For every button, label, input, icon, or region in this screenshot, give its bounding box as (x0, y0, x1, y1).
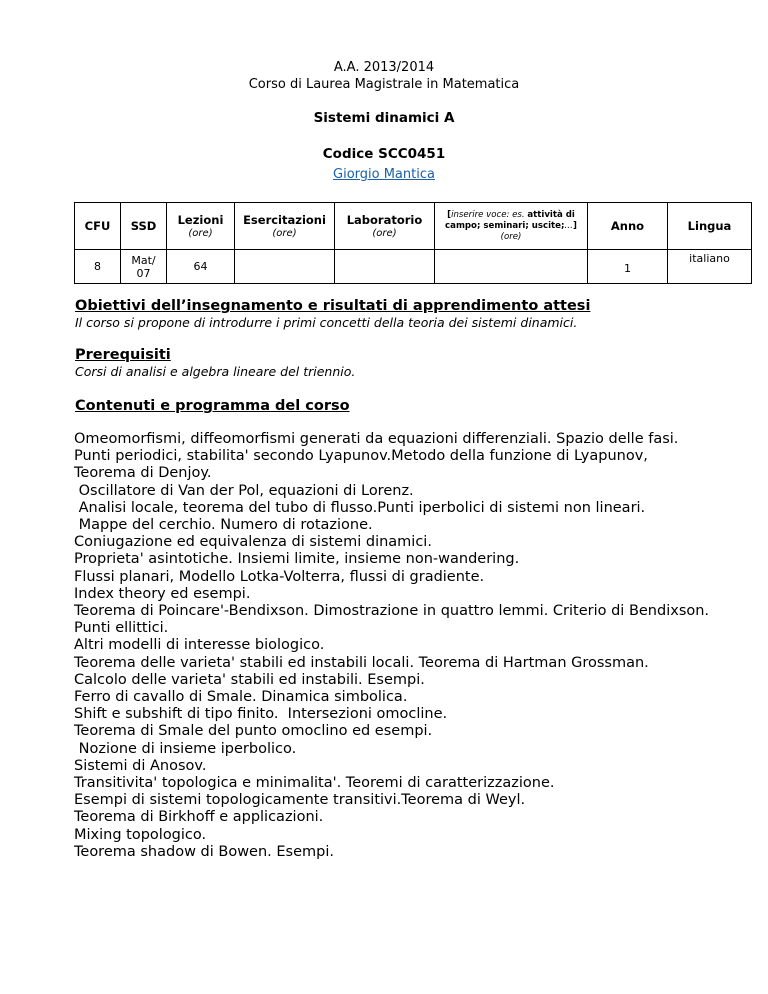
course-info-table (74, 202, 752, 284)
program-text: Omeomorfismi, diffeomorfismi generati da equazioni differenziali. Spazio delle fasi. Punti periodici, stabilita' secondo Lyapunov.Metodo della funzione di Lyapunov, Teorema di Denjoy. Oscillatore di Van der Pol, equazioni di Lorenz. Analisi locale, teorema del tubo di flusso.Punti iperbolici di sistemi non lineari. Mappe del cerchio. Numero di rotazione. Coniugazione ed equivalenza di sistemi dinamici. Proprieta' asintotiche. Insiemi limite, insieme non-wandering. Flussi planari, Modello Lotka-Volterra, flussi di gradiente. Index theory ed esempi. Teorema di Poincare'-Bendixson. Dimostrazione in quattro lemmi. Criterio di Bendixson. Punti ellittici. Altri modelli di interesse biologico. Teorema delle varieta' stabili ed instabili locali. Teorema di Hartman Grossman. Calcolo delle varieta' stabili ed instabili. Esempi. Ferro di cavallo di Smale. Dinamica simbolica. Shift e subshift di tipo finito. Intersezioni omocline. Teorema di Smale del punto omoclino ed esempi. Nozione di insieme iperbolico. Sistemi di Anosov. Transitivita' topologica e minimalita'. Teoremi di caratterizzazione. Esempi di sistemi topologicamente transitivi.Teorema di Weyl. Teorema di Birkhoff e applicazioni. Mixing topologico. Teorema shadow di Bowen. Esempi. (74, 431, 710, 860)
header-cfu: CFU (75, 203, 121, 250)
contents-title: Contenuti e programma del corso (75, 398, 350, 414)
table-header-row (75, 203, 752, 250)
header-lingua: Lingua (668, 203, 752, 250)
header-anno: Anno (588, 203, 668, 250)
prerequisites-section (75, 346, 755, 380)
value-lezioni: 64 (167, 250, 235, 284)
header-other-activities: [inserire voce: es. attività di campo; seminari; uscite;…] (ore) (435, 203, 588, 250)
course-code: Codice SCC0451 (322, 146, 446, 162)
objectives-text: Il corso si propone di introdurre i primi concetti della teoria dei sistemi dinamici. (75, 315, 578, 330)
teacher-line (0, 167, 768, 182)
header-ssd: SSD (121, 203, 167, 250)
value-ssd: Mat/ 07 (121, 250, 167, 284)
value-lingua: italiano (668, 250, 752, 284)
header-laboratorio: Laboratorio (ore) (335, 203, 435, 250)
objectives-section (75, 297, 755, 331)
contents-section (75, 397, 755, 415)
header-esercitazioni: Esercitazioni (ore) (235, 203, 335, 250)
value-anno: 1 (588, 250, 668, 284)
prerequisites-text: Corsi di analisi e algebra lineare del triennio. (75, 364, 356, 379)
value-cfu: 8 (75, 250, 121, 284)
value-other-activities (435, 250, 588, 284)
academic-year: A.A. 2013/2014 (333, 60, 435, 75)
prerequisites-title: Prerequisiti (75, 347, 171, 363)
objectives-title: Obiettivi dell’insegnamento e risultati di apprendimento attesi (75, 298, 591, 314)
value-laboratorio (335, 250, 435, 284)
table-row (75, 250, 752, 284)
teacher-link[interactable]: Giorgio Mantica (333, 167, 435, 182)
value-esercitazioni (235, 250, 335, 284)
degree-program: Corso di Laurea Magistrale in Matematica (248, 77, 520, 92)
header-lezioni: Lezioni (ore) (167, 203, 235, 250)
course-title: Sistemi dinamici A (313, 110, 455, 126)
